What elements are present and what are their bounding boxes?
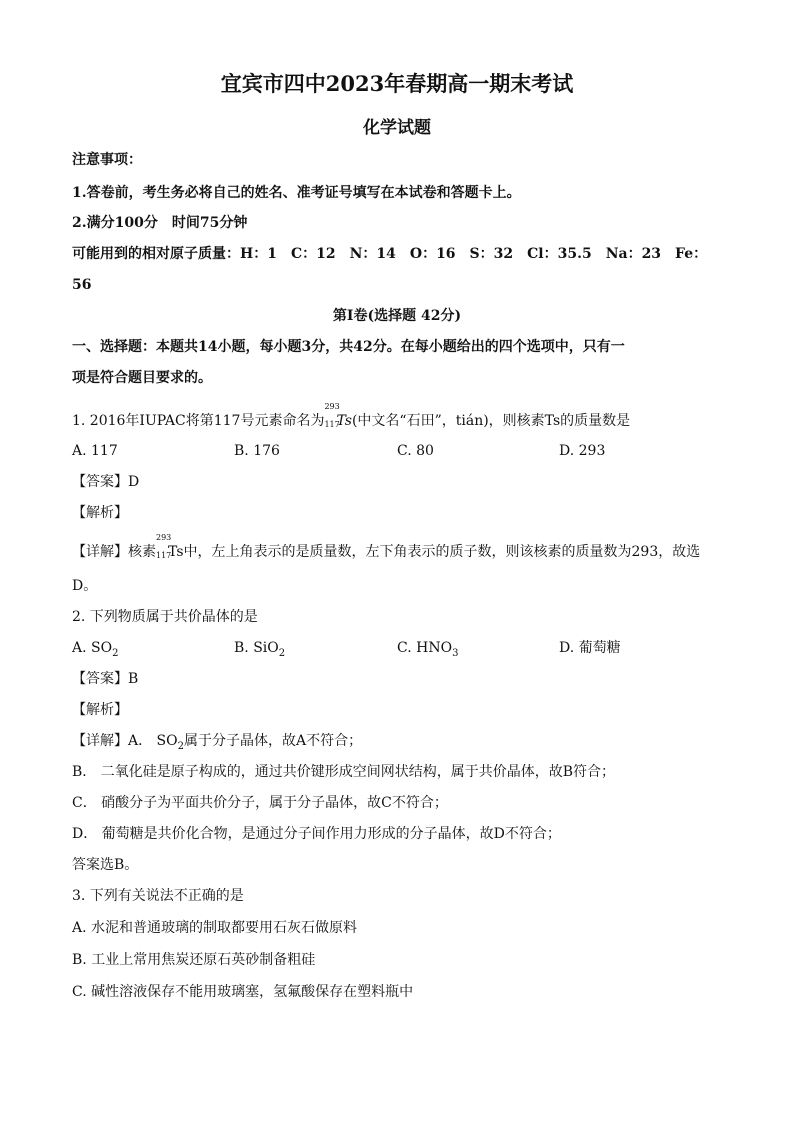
q2-detail-b: B． 二氧化硅是原子构成的，通过共价键形成空间网状结构，属于共价晶体，故B符合； bbox=[72, 764, 616, 780]
atomic-masses-line-1: 可能用到的相对原子质量：H：1 C：12 N：14 O：16 S：32 Cl：35.5 Na：23 Fe： bbox=[72, 246, 708, 262]
q1-detail-post: 中，左上角表示的是质量数，左下角表示的质子数，则该核素的质量数为293，故选 bbox=[183, 544, 701, 560]
q1-option-c: C. 80 bbox=[397, 443, 434, 459]
question-2-stem: 2. 下列物质属于共价晶体的是 bbox=[72, 609, 258, 625]
q2-option-b-text: B. SiO bbox=[234, 640, 279, 656]
q2-option-b-subscript: 2 bbox=[278, 647, 286, 659]
q1-option-b: B. 176 bbox=[234, 443, 280, 459]
nuclide-symbol: Ts bbox=[336, 413, 352, 429]
q2-detail-a-subscript: 2 bbox=[177, 740, 185, 752]
nuclide-ts bbox=[324, 402, 352, 431]
q2-conclusion: 答案选B。 bbox=[72, 857, 139, 873]
nuclide-symbol: Ts bbox=[168, 544, 184, 560]
q2-option-c-subscript: 3 bbox=[452, 647, 459, 659]
section-instructions-line-1: 一、选择题：本题共14小题，每小题3分，共42分。在每小题给出的四个选项中，只有一 bbox=[72, 339, 625, 355]
q1-analysis-label: 【解析】 bbox=[72, 505, 128, 521]
q1-detail-pre: 【详解】核素 bbox=[72, 544, 156, 560]
notice-item-2: 2.满分100分 时间75分钟 bbox=[72, 215, 248, 231]
question-1-stem-pre: 1. 2016年IUPAC将第117号元素命名为 bbox=[72, 413, 325, 429]
q2-detail-a-pre: 【详解】A． SO bbox=[72, 733, 178, 749]
nuclide-atomic-number: 117 bbox=[156, 551, 172, 560]
q2-option-c-text: C. HNO bbox=[397, 640, 453, 656]
nuclide-mass-number: 293 bbox=[324, 402, 340, 411]
q1-detail-line-1 bbox=[72, 533, 701, 562]
q2-option-a-text: A. SO bbox=[72, 640, 113, 656]
section-instructions-line-2: 项是符合题目要求的。 bbox=[72, 370, 212, 386]
q1-detail-line-2: D。 bbox=[72, 578, 98, 594]
exam-subtitle: 化学试题 bbox=[363, 118, 431, 138]
question-1-stem bbox=[72, 402, 631, 431]
q1-answer: 【答案】D bbox=[72, 474, 140, 490]
q1-option-d: D. 293 bbox=[559, 443, 606, 459]
nuclide-mass-number: 293 bbox=[156, 533, 172, 542]
nuclide-atomic-number: 117 bbox=[324, 420, 340, 429]
q3-option-a: A. 水泥和普通玻璃的制取都要用石灰石做原料 bbox=[72, 920, 358, 936]
q2-detail-a bbox=[72, 731, 362, 757]
part-heading: 第I卷(选择题 42分) bbox=[332, 308, 462, 324]
q2-option-c bbox=[397, 638, 458, 664]
q2-detail-a-post: 属于分子晶体，故A不符合； bbox=[184, 733, 363, 749]
q2-option-d: D. 葡萄糖 bbox=[559, 640, 621, 656]
notice-item-1: 1.答卷前，考生务必将自己的姓名、准考证号填写在本试卷和答题卡上。 bbox=[72, 185, 521, 201]
q1-option-a: A. 117 bbox=[72, 443, 118, 459]
q2-answer: 【答案】B bbox=[72, 671, 139, 687]
q2-detail-c: C． 硝酸分子为平面共价分子，属于分子晶体，故C不符合； bbox=[72, 795, 448, 811]
q2-detail-d: D． 葡萄糖是共价化合物，是通过分子间作用力形成的分子晶体，故D不符合； bbox=[72, 826, 561, 842]
q2-option-a bbox=[72, 638, 118, 664]
atomic-masses-line-2: 56 bbox=[72, 277, 92, 293]
question-1-stem-post: (中文名“石田”，tián)，则核素Ts的质量数是 bbox=[351, 413, 631, 429]
nuclide-ts-detail bbox=[156, 533, 184, 562]
exam-title: 宜宾市四中2023年春期高一期末考试 bbox=[220, 71, 574, 96]
q2-option-a-subscript: 2 bbox=[112, 647, 119, 659]
notice-heading: 注意事项： bbox=[72, 152, 142, 168]
q3-option-b: B. 工业上常用焦炭还原石英砂制备粗硅 bbox=[72, 952, 316, 968]
q2-analysis-label: 【解析】 bbox=[72, 702, 128, 718]
question-3-stem: 3. 下列有关说法不正确的是 bbox=[72, 888, 244, 904]
q3-option-c: C. 碱性溶液保存不能用玻璃塞，氢氟酸保存在塑料瓶中 bbox=[72, 984, 414, 1000]
q2-option-b bbox=[234, 638, 285, 664]
